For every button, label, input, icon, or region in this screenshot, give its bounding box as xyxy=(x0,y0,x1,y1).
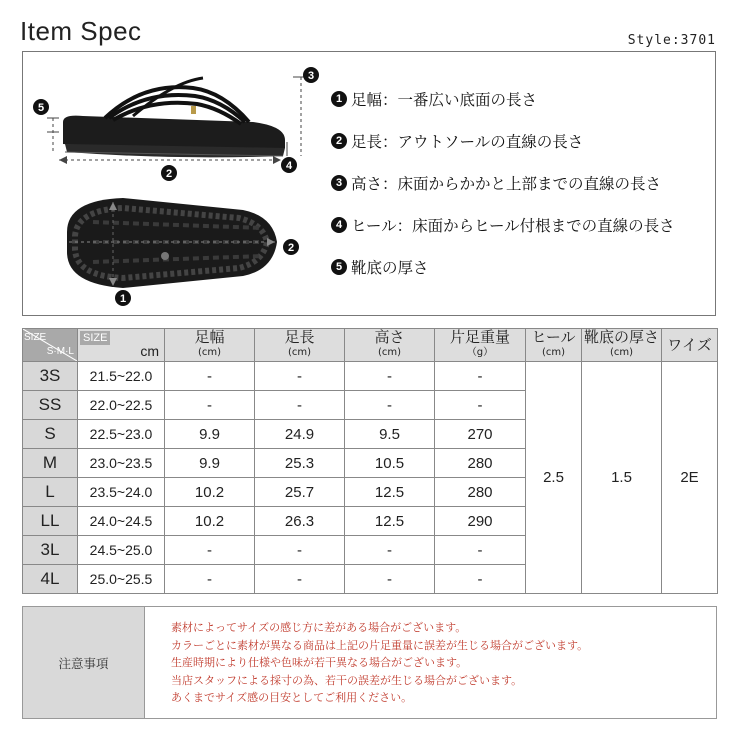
definition-text: 足幅：一番広い底面の長さ xyxy=(351,91,538,109)
height-cell: - xyxy=(345,536,435,565)
marker-2-side xyxy=(161,165,177,181)
length-cell: 25.3 xyxy=(255,449,345,478)
svg-text:2: 2 xyxy=(287,242,295,254)
measurement-diagram-panel xyxy=(22,51,716,316)
weight-cell: - xyxy=(435,565,526,594)
height-cell: 12.5 xyxy=(345,507,435,536)
length-cell: - xyxy=(255,565,345,594)
width-cell: - xyxy=(165,391,255,420)
size-cell: S xyxy=(23,420,78,449)
number-badge: 1 xyxy=(331,91,347,107)
weight-cell: - xyxy=(435,362,526,391)
width-cell: 10.2 xyxy=(165,507,255,536)
marker-5 xyxy=(33,99,49,115)
definition-item xyxy=(331,204,675,246)
height-cell: - xyxy=(345,362,435,391)
measurement-definitions xyxy=(331,78,675,288)
note-line: 生産時期により仕様や色味が若干異なる場合がございます。 xyxy=(171,656,468,670)
page-title: Item Spec xyxy=(20,16,142,46)
notes-panel xyxy=(22,606,717,719)
note-line: 素材によってサイズの感じ方に差がある場合がございます。 xyxy=(171,621,467,634)
sole-cell: 1.5 xyxy=(582,362,662,594)
width-cell: - xyxy=(165,362,255,391)
marker-4 xyxy=(281,157,297,173)
width-cell: 9.9 xyxy=(165,449,255,478)
definition-item xyxy=(331,120,675,162)
size-cell: L xyxy=(23,478,78,507)
wise-cell: 2E xyxy=(662,362,718,594)
size-header-label: SIZE xyxy=(24,332,47,343)
weight-cell: 280 xyxy=(435,478,526,507)
notes-label: 注意事項 xyxy=(23,607,144,718)
column-header-height: 高さ (cm) xyxy=(345,329,435,362)
length-cell: 25.7 xyxy=(255,478,345,507)
svg-text:1: 1 xyxy=(119,293,127,305)
sandal-sole-view xyxy=(67,198,277,288)
cm-header-unit: cm xyxy=(140,343,159,359)
size-spec-table xyxy=(22,328,718,594)
column-header-sole: 靴底の厚さ (cm) xyxy=(582,329,662,362)
weight-cell: - xyxy=(435,536,526,565)
size-cell: 4L xyxy=(23,565,78,594)
size-cell: 3L xyxy=(23,536,78,565)
svg-text:4: 4 xyxy=(285,160,293,172)
weight-cell: 280 xyxy=(435,449,526,478)
notes-body xyxy=(144,607,716,718)
cm-cell: 25.0~25.5 xyxy=(78,565,165,594)
shoe-illustration xyxy=(23,52,323,312)
weight-cell: - xyxy=(435,391,526,420)
width-cell: - xyxy=(165,536,255,565)
svg-text:2: 2 xyxy=(165,168,173,180)
cm-cell: 22.5~23.0 xyxy=(78,420,165,449)
marker-2-sole xyxy=(283,239,299,255)
width-cell: 9.9 xyxy=(165,420,255,449)
marker-1 xyxy=(115,290,131,306)
cm-cell: 23.5~24.0 xyxy=(78,478,165,507)
column-header-weight: 片足重量 （g） xyxy=(435,329,526,362)
note-line: 当店スタッフによる採寸の為、若干の誤差が生じる場合がございます。 xyxy=(171,673,523,687)
note-line: あくまでサイズ感の目安としてご利用ください。 xyxy=(171,691,413,705)
number-badge: 2 xyxy=(331,133,347,149)
number-badge: 3 xyxy=(331,175,347,191)
column-header-width: 足幅 (cm) xyxy=(165,329,255,362)
length-cell: 26.3 xyxy=(255,507,345,536)
definition-text: 足長：アウトソールの直線の長さ xyxy=(351,133,584,151)
cm-cell: 22.0~22.5 xyxy=(78,391,165,420)
cm-column-header xyxy=(78,329,165,362)
size-cell: M xyxy=(23,449,78,478)
note-line: カラーごとに素材が異なる商品は上記の片足重量に誤差が生じる場合がございます。 xyxy=(171,638,589,652)
length-cell: - xyxy=(255,536,345,565)
size-cell: SS xyxy=(23,391,78,420)
height-cell: 10.5 xyxy=(345,449,435,478)
height-cell: - xyxy=(345,391,435,420)
cm-cell: 24.5~25.0 xyxy=(78,536,165,565)
length-cell: 24.9 xyxy=(255,420,345,449)
cm-cell: 24.0~24.5 xyxy=(78,507,165,536)
definition-item xyxy=(331,78,675,120)
height-cell: 9.5 xyxy=(345,420,435,449)
width-cell: - xyxy=(165,565,255,594)
size-cell: 3S xyxy=(23,362,78,391)
weight-cell: 290 xyxy=(435,507,526,536)
cm-header-label: SIZE xyxy=(80,331,110,345)
number-badge: 4 xyxy=(331,217,347,233)
length-cell: - xyxy=(255,362,345,391)
table-row xyxy=(23,362,718,391)
definition-text: 高さ：床面からかかと上部までの直線の長さ xyxy=(351,175,662,193)
cm-cell: 23.0~23.5 xyxy=(78,449,165,478)
column-header-length: 足長 (cm) xyxy=(255,329,345,362)
length-cell: - xyxy=(255,391,345,420)
column-header-wise: ワイズ xyxy=(662,329,718,362)
style-code: Style:3701 xyxy=(627,33,716,48)
definition-item xyxy=(331,162,675,204)
svg-text:3: 3 xyxy=(307,70,315,82)
cm-cell: 21.5~22.0 xyxy=(78,362,165,391)
size-header-sub: S·M·L xyxy=(46,346,74,357)
table-header-row xyxy=(23,329,718,362)
height-cell: 12.5 xyxy=(345,478,435,507)
marker-3 xyxy=(303,67,319,83)
definition-text: 靴底の厚さ xyxy=(351,259,429,277)
heel-cell: 2.5 xyxy=(526,362,582,594)
size-column-header xyxy=(23,329,78,362)
definition-item xyxy=(331,246,675,288)
sandal-side-view xyxy=(63,78,285,157)
svg-text:5: 5 xyxy=(37,102,45,114)
column-header-heel: ヒール (cm) xyxy=(526,329,582,362)
height-cell: - xyxy=(345,565,435,594)
definition-text: ヒール：床面からヒール付根までの直線の長さ xyxy=(351,217,675,235)
width-cell: 10.2 xyxy=(165,478,255,507)
weight-cell: 270 xyxy=(435,420,526,449)
number-badge: 5 xyxy=(331,259,347,275)
size-cell: LL xyxy=(23,507,78,536)
